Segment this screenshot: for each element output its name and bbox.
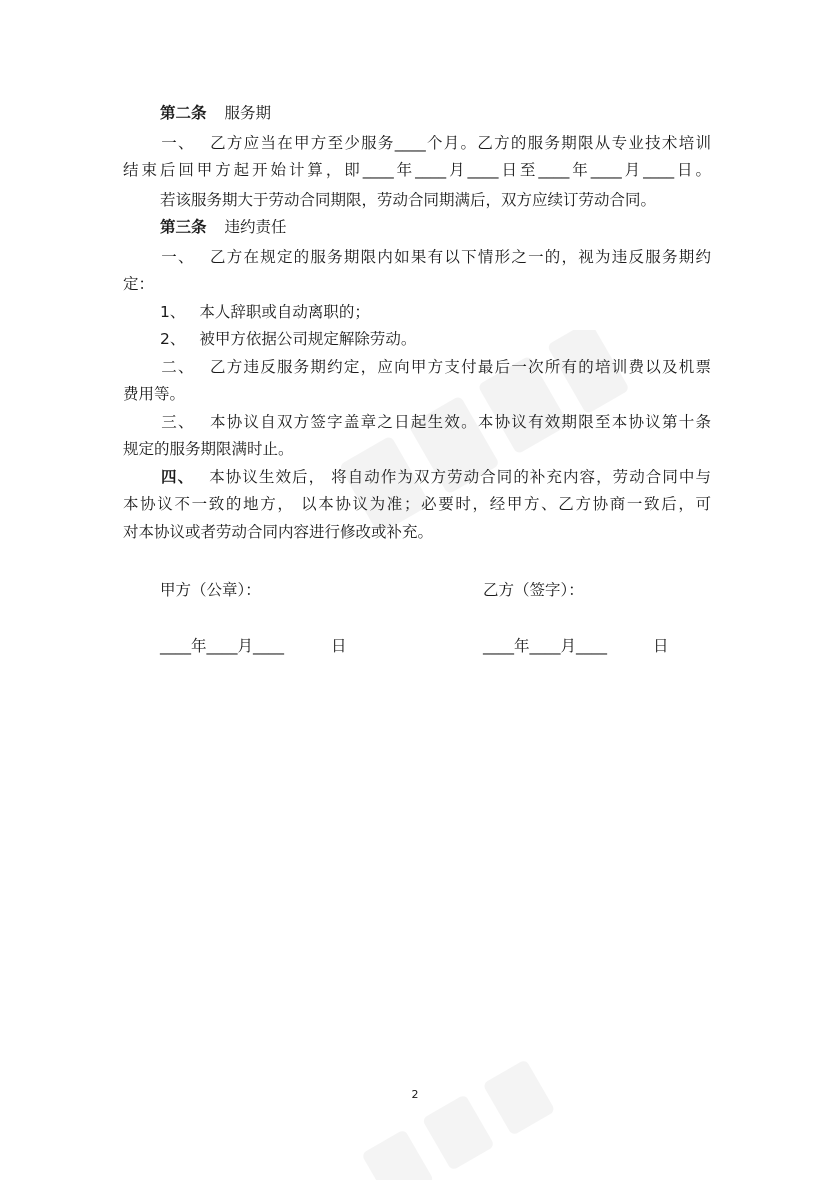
article-3-clause-3-line-2: 规定的服务期限满时止。 [123,440,294,458]
clause-number: 二、 [160,358,195,376]
article-2-paragraph: 若该服务期大于劳动合同期限，劳动合同期满后，双方应续订劳动合同。 [160,191,657,209]
article-3-clause-2-line-2: 费用等。 [123,385,186,403]
party-b-date-day: 日 [653,637,669,655]
party-b-date: ____年____月____ [483,637,608,655]
watermark-logo [330,1060,630,1180]
clause-number: 一、 [160,248,195,266]
clause-number: 三、 [160,413,195,431]
item-number: 2、 [160,330,186,348]
article-3-clause-1-line-2: 定： [123,275,155,293]
party-a-date: ____年____月____ [160,637,285,655]
article-2-clause-1-line-1: 一、 乙方应当在甲方至少服务____个月。乙方的服务期限从专业技术培训 [160,134,711,152]
page-number: 2 [411,1088,419,1101]
article-3-clause-2-line-1: 二、 乙方违反服务期约定，应向甲方支付最后一次所有的培训费以及机票 [160,358,711,376]
party-a-date-day: 日 [331,637,347,655]
article-3-item-1: 1、 本人辞职或自动离职的； [160,303,370,321]
article-2-heading [160,101,560,125]
item-number: 1、 [160,303,186,321]
party-b-signature-label: 乙方（签字）： [483,581,584,599]
article-2-title: 服务期 [224,104,272,122]
article-2-number: 第二条 [160,104,207,122]
article-3-clause-4-line-3: 对本协议或者劳动合同内容进行修改或补充。 [123,523,434,541]
article-3-item-2: 2、 被甲方依据公司规定解除劳动。 [160,330,417,348]
article-3-clause-3-line-1: 三、 本协议自双方签字盖章之日起生效。本协议有效期限至本协议第十条 [160,413,711,431]
article-3-clause-4-line-1: 四、 本协议生效后， 将自动作为双方劳动合同的补充内容，劳动合同中与 [160,468,711,486]
article-3-clause-4-line-2: 本协议不一致的地方， 以本协议为准；必要时，经甲方、乙方协商一致后，可 [123,495,711,513]
article-3-title: 违约责任 [224,218,287,236]
article-2-clause-1-line-2: 结束后回甲方起开始计算，即____年____月____日至____年____月____日。 [123,161,711,179]
article-3-heading [160,215,560,239]
party-a-seal-label: 甲方（公章）： [160,581,261,599]
clause-number: 一、 [160,134,195,152]
clause-number: 四、 [160,468,195,486]
article-3-clause-1-line-1: 一、 乙方在规定的服务期限内如果有以下情形之一的，视为违反服务期约 [160,248,711,266]
article-3-number: 第三条 [160,218,207,236]
